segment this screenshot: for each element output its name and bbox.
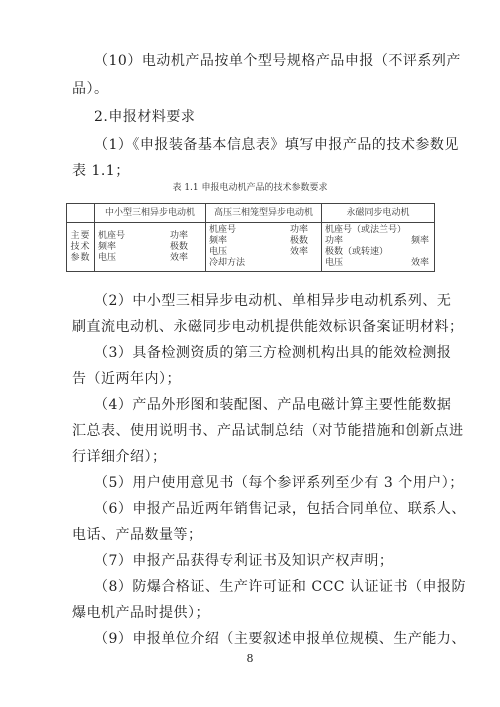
paragraph-10-line-1: （10）电动机产品按单个型号规格产品申报（不评系列产: [94, 53, 461, 69]
header-small-three-phase: 中小型三相异步电动机: [95, 204, 206, 223]
table-params-row: [67, 223, 435, 272]
item-3-line-2: 告（近两年内）；: [72, 371, 181, 387]
item-5-line-1: （5）用户使用意见书（每个参评系列至少有 3 个用户）；: [94, 475, 464, 491]
item-2-line-2: 刷直流电动机、永磁同步电动机提供能效标识备案证明材料；: [72, 319, 464, 335]
row-header-main-params: 主要 技术 参数: [67, 223, 95, 272]
item-2-line-1: （2）中小型三相异步电动机、单相异步电动机系列、无: [94, 293, 452, 309]
item-9-line-1: （9）申报单位介绍（主要叙述申报单位规模、生产能力、: [94, 631, 466, 647]
item-8-line-2: 爆电机产品时提供）；: [72, 605, 210, 621]
paragraph-1-line-1: （1）《申报装备基本信息表》填写申报产品的技术参数见: [94, 137, 459, 153]
paragraph-10-line-2: 品）。: [72, 81, 109, 97]
item-8-line-1: （8）防爆合格证、生产许可证和 CCC 认证证书（申报防: [94, 579, 466, 595]
section-2-title: 2.申报材料要求: [94, 109, 196, 125]
item-6-line-1: （6）申报产品近两年销售记录，包括合同单位、联系人、: [94, 501, 466, 517]
table-caption: 表 1.1 申报电动机产品的技术参数要求: [172, 183, 328, 193]
item-4-line-3: 行详细介绍）；: [72, 449, 167, 465]
spec-table: [66, 203, 435, 272]
item-4-line-1: （4）产品外形图和装配图、产品电磁计算主要性能数据: [94, 397, 452, 413]
header-pm-synchronous: 永磁同步电动机: [322, 204, 435, 223]
item-6-line-2: 电话、产品数量等；: [72, 527, 203, 543]
table-corner-cell: [67, 204, 95, 223]
params-small-three-phase: 机座号 功率 频率 极数 电压 效率: [95, 223, 206, 272]
params-pm-synchronous: 机座号（或法兰号） 功率 频率 极数（或转速） 电压 效率: [322, 223, 435, 272]
paragraph-1-line-2: 表 1.1；: [72, 163, 130, 179]
params-high-voltage: 机座号 功率 频率 极数 电压 效率 冷却方法: [206, 223, 322, 272]
item-7-line-1: （7）申报产品获得专利证书及知识产权声明；: [94, 553, 394, 569]
page-number: 8: [246, 652, 254, 665]
table-header-row: [67, 204, 435, 223]
item-3-line-1: （3）具备检测资质的第三方检测机构出具的能效检测报: [94, 345, 452, 361]
header-high-voltage: 高压三相笼型异步电动机: [206, 204, 322, 223]
item-4-line-2: 汇总表、使用说明书、产品试制总结（对节能措施和创新点进: [72, 423, 464, 439]
